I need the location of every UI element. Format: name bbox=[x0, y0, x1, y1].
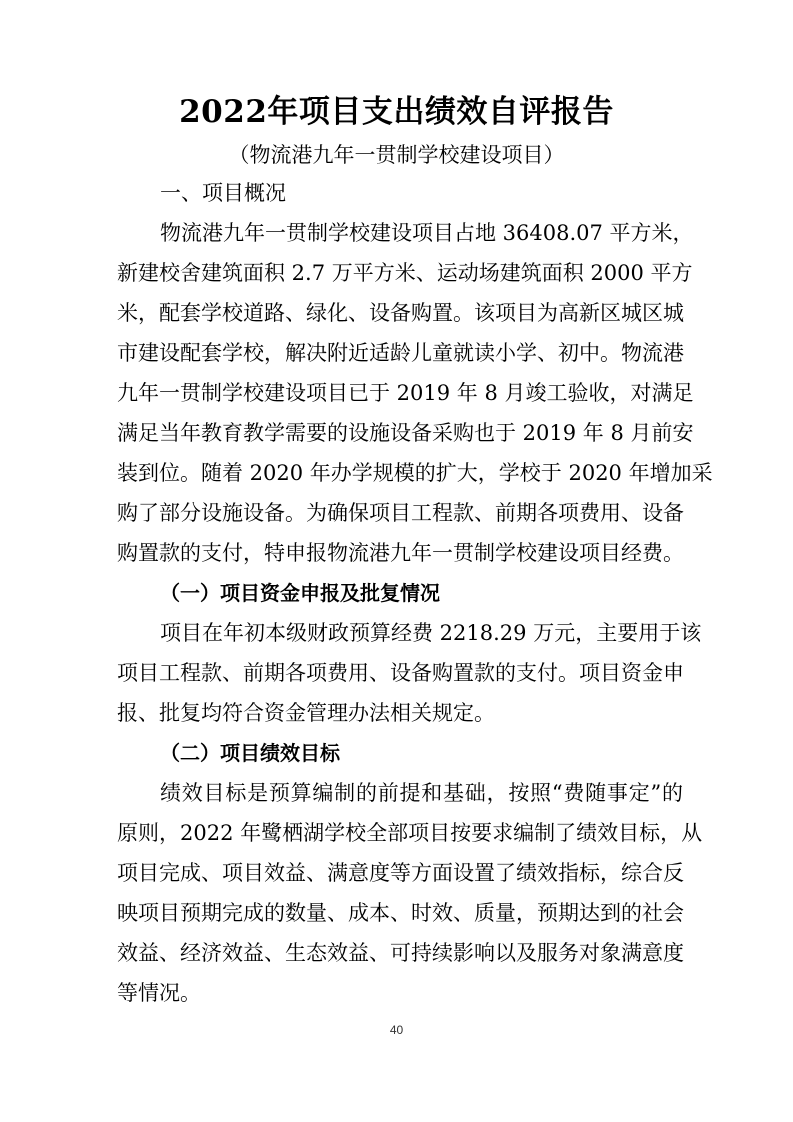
paragraph-line: 米，配套学校道路、绿化、设备购置。该项目为高新区城区城 bbox=[117, 301, 684, 325]
paragraph-line: 新建校舍建筑面积 2.7 万平方米、运动场建筑面积 2000 平方 bbox=[117, 261, 693, 285]
paragraph-line: 映项目预期完成的数量、成本、时效、质量，预期达到的社会 bbox=[117, 901, 684, 925]
paragraph-line: 项目完成、项目效益、满意度等方面设置了绩效指标，综合反 bbox=[117, 861, 684, 885]
report-title: 2022年项目支出绩效自评报告 bbox=[179, 94, 614, 130]
paragraph-line: 市建设配套学校，解决附近适龄儿童就读小学、初中。物流港 bbox=[117, 341, 684, 365]
report-subtitle: （物流港九年一贯制学校建设项目） bbox=[228, 143, 565, 167]
paragraph-line: 物流港九年一贯制学校建设项目占地 36408.07 平方米， bbox=[160, 221, 694, 245]
paragraph-line: 报、批复均符合资金管理办法相关规定。 bbox=[117, 701, 495, 725]
paragraph-line: 项目在年初本级财政预算经费 2218.29 万元，主要用于该 bbox=[160, 621, 702, 645]
paragraph-line: 绩效目标是预算编制的前提和基础，按照“费随事定”的 bbox=[160, 781, 683, 805]
subsection-heading-funding: （一）项目资金申报及批复情况 bbox=[160, 581, 440, 605]
paragraph-line: 购置款的支付，特申报物流港九年一贯制学校建设项目经费。 bbox=[117, 541, 684, 565]
paragraph-line: 效益、经济效益、生态效益、可持续影响以及服务对象满意度 bbox=[117, 941, 684, 965]
paragraph-line: 购了部分设施设备。为确保项目工程款、前期各项费用、设备 bbox=[117, 501, 684, 525]
paragraph-line: 等情况。 bbox=[117, 981, 201, 1005]
paragraph-line: 原则，2022 年鹭栖湖学校全部项目按要求编制了绩效目标，从 bbox=[117, 821, 703, 845]
paragraph-line: 满足当年教育教学需要的设施设备采购也于 2019 年 8 月前安 bbox=[117, 421, 694, 445]
paragraph-line: 九年一贯制学校建设项目已于 2019 年 8 月竣工验收，对满足 bbox=[117, 381, 694, 405]
paragraph-line: 装到位。随着 2020 年办学规模的扩大，学校于 2020 年增加采 bbox=[117, 461, 713, 485]
paragraph-line: 项目工程款、前期各项费用、设备购置款的支付。项目资金申 bbox=[117, 661, 684, 685]
page-number: 40 bbox=[389, 1023, 404, 1037]
subsection-heading-goals: （二）项目绩效目标 bbox=[160, 741, 340, 765]
section-heading-overview: 一、项目概况 bbox=[160, 181, 286, 205]
